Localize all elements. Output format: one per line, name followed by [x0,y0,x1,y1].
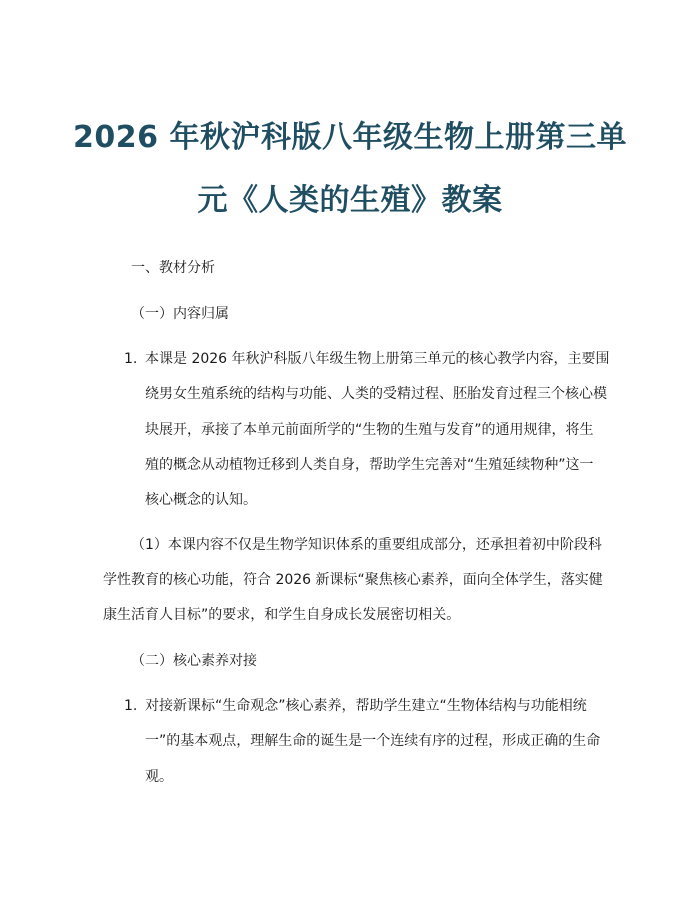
list-item-number: 1. [124,698,138,714]
subsection-heading-competency: （二）核心素养对接 [131,653,257,669]
subsection-heading-content: （一）内容归属 [131,306,229,322]
paragraph-line: 学性教育的核心功能，符合 2026 新课标“聚焦核心素养，面向全体学生，落实健 [103,572,603,588]
list-item-line: 一”的基本观点，理解生命的诞生是一个连续有序的过程，形成正确的生命 [145,733,601,749]
list-item-line: 绕男女生殖系统的结构与功能、人类的受精过程、胚胎发育过程三个核心模 [145,386,607,402]
list-item-line: 殖的概念从动植物迁移到人类自身，帮助学生完善对“生殖延续物种”这一 [145,457,594,473]
document-title-line-1: 2026 年秋沪科版八年级生物上册第三单 [73,120,627,155]
list-item-line: 观。 [145,769,173,785]
paragraph-line: 康生活育人目标”的要求，和学生自身成长发展密切相关。 [103,607,461,623]
list-item-line: 块展开，承接了本单元前面所学的“生物的生殖与发育”的通用规律，将生 [145,422,594,438]
section-heading: 一、教材分析 [131,260,215,276]
list-item-line: 核心概念的认知。 [145,492,257,508]
document-title-line-2: 元《人类的生殖》教案 [197,183,503,218]
list-item-line: 本课是 2026 年秋沪科版八年级生物上册第三单元的核心教学内容，主要围 [145,351,610,367]
paragraph-line: （1）本课内容不仅是生物学知识体系的重要组成部分，还承担着初中阶段科 [131,537,602,553]
list-item-line: 对接新课标“生命观念”核心素养，帮助学生建立“生物体结构与功能相统 [145,698,587,714]
list-item-number: 1. [124,351,138,367]
